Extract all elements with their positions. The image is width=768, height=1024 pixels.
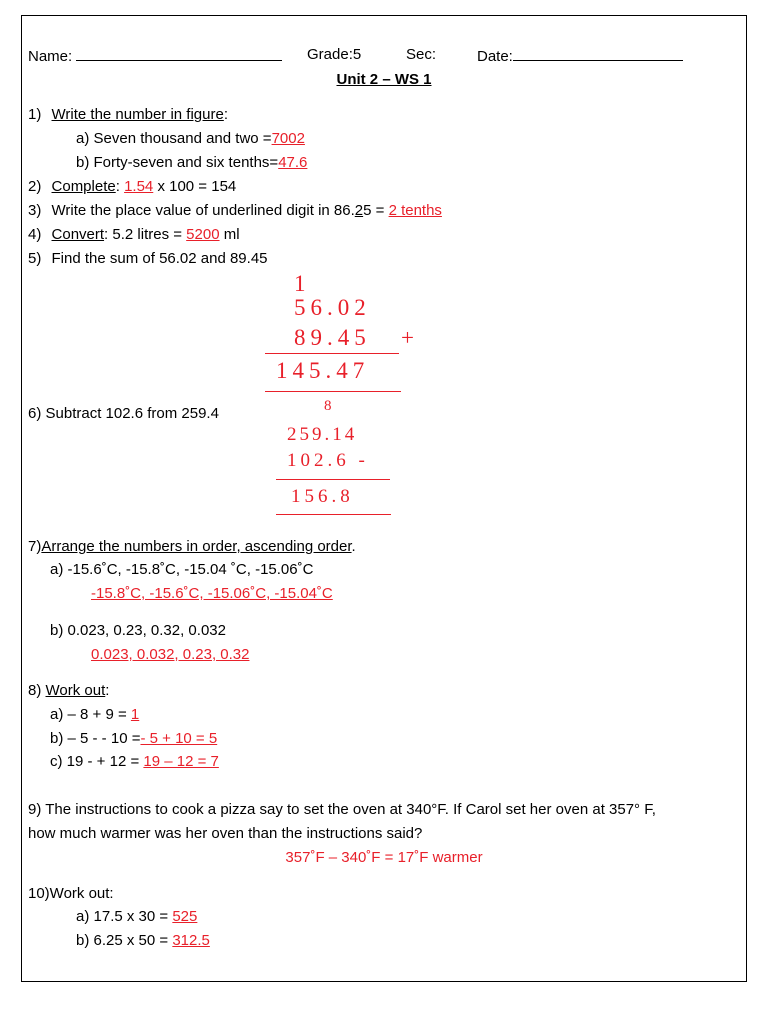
q7-a-text: a) -15.6˚C, -15.8˚C, -15.04 ˚C, -15.06˚C (50, 561, 314, 578)
q1-heading (28, 106, 228, 124)
q3-number: 3) (28, 202, 42, 219)
q4-unit: ml (223, 226, 240, 243)
q4-number: 4) (28, 226, 42, 243)
q6-top-number: 259.14 (287, 424, 358, 445)
q7-heading (28, 538, 356, 556)
q4-rest: : 5.2 litres = (104, 226, 182, 243)
q7-dot: . (351, 538, 356, 555)
q3-underlined-digit: 2 (354, 202, 364, 219)
q3-answer: 2 tenths (388, 202, 442, 219)
q9-line-1: 9) The instructions to cook a pizza say to set the oven at 340°F. If Carol set her oven at 357° F, (28, 801, 656, 818)
q1-b (76, 154, 307, 172)
q5-line (28, 250, 268, 268)
q8-a (50, 706, 139, 724)
q7-number: 7) (28, 538, 42, 555)
q8-instruction: Work out (45, 682, 106, 699)
grade-label: Grade:5 (307, 46, 362, 63)
q3-text-post: 5 = (363, 202, 385, 219)
q3-text: Write the place value of underlined digit in 86. (51, 202, 355, 219)
q10-heading: 10)Work out: (28, 885, 114, 902)
name-blank (76, 46, 282, 61)
name-field (28, 46, 282, 66)
date-field (477, 46, 683, 66)
q1-b-text: b) Forty-seven and six tenths= (76, 154, 279, 171)
q10-b-answer: 312.5 (172, 932, 210, 949)
q3-line (28, 202, 442, 220)
q2-answer: 1.54 (124, 178, 154, 195)
q10-b-text: b) 6.25 x 50 = (76, 932, 169, 949)
q5-result: 145.47 (276, 358, 370, 383)
q5-plus-sign: + (401, 325, 419, 350)
q5-carry: 1 (294, 271, 311, 296)
q10-a (76, 908, 197, 926)
q7-instruction: Arrange the numbers in order, ascending order (41, 538, 352, 555)
q1-number: 1) (28, 106, 42, 123)
q1-a-text: a) Seven thousand and two = (76, 130, 272, 147)
q1-b-answer: 47.6 (278, 154, 308, 171)
name-label: Name: (28, 48, 73, 65)
q1-instruction: Write the number in figure (51, 106, 224, 123)
q4-answer: 5200 (186, 226, 220, 243)
section-label: Sec: (406, 46, 437, 63)
q6-borrow: 8 (324, 398, 332, 414)
q7-a-answer: -15.8˚C, -15.6˚C, -15.06˚C, -15.04˚C (91, 585, 333, 602)
q10-a-text: a) 17.5 x 30 = (76, 908, 169, 925)
q7-b-text: b) 0.023, 0.23, 0.32, 0.032 (50, 622, 226, 639)
q10-b (76, 932, 210, 950)
q9-answer: 357˚F – 340˚F = 17˚F warmer (285, 849, 483, 866)
q5-top-number: 56.02 (294, 295, 371, 320)
q8-number: 8) (28, 682, 42, 699)
page-title: Unit 2 – WS 1 (336, 71, 432, 88)
q10-a-answer: 525 (172, 908, 198, 925)
q2-colon: : (115, 178, 120, 195)
q6-text: 6) Subtract 102.6 from 259.4 (28, 405, 219, 422)
q6-diff-line (276, 479, 390, 480)
q8-heading (28, 682, 109, 700)
q6-result-line (276, 514, 391, 515)
q6-result: 156.8 (291, 486, 354, 507)
date-label: Date: (477, 48, 513, 65)
q5-sum-line (265, 353, 399, 354)
q5-bottom-number: 89.45 (294, 325, 371, 350)
q6-bottom-number: 102.6 - (287, 450, 369, 471)
q8-colon: : (105, 682, 110, 699)
q5-result-line (265, 391, 401, 392)
q8-a-text: a) – 8 + 9 = (50, 706, 127, 723)
q1-colon: : (223, 106, 228, 123)
q2-rest: x 100 = 154 (157, 178, 237, 195)
q1-a-answer: 7002 (271, 130, 305, 147)
q2-line (28, 178, 236, 196)
q8-b (50, 730, 217, 748)
q7-b-answer: 0.023, 0.032, 0.23, 0.32 (91, 646, 250, 663)
q1-a (76, 130, 305, 148)
q4-instruction: Convert (51, 226, 105, 243)
q8-c-answer: 19 – 12 = 7 (143, 753, 219, 770)
q5-number: 5) (28, 250, 42, 267)
date-blank (513, 46, 683, 61)
q2-instruction: Complete (51, 178, 116, 195)
q8-a-answer: 1 (130, 706, 140, 723)
q8-b-answer: - 5 + 10 = 5 (140, 730, 218, 747)
q8-b-text: b) – 5 - - 10 = (50, 730, 141, 747)
q2-number: 2) (28, 178, 42, 195)
q4-line (28, 226, 240, 244)
q8-c-text: c) 19 - + 12 = (50, 753, 140, 770)
q5-text: Find the sum of 56.02 and 89.45 (51, 250, 268, 267)
q8-c (50, 753, 219, 771)
q9-line-2: how much warmer was her oven than the instructions said? (28, 825, 423, 842)
